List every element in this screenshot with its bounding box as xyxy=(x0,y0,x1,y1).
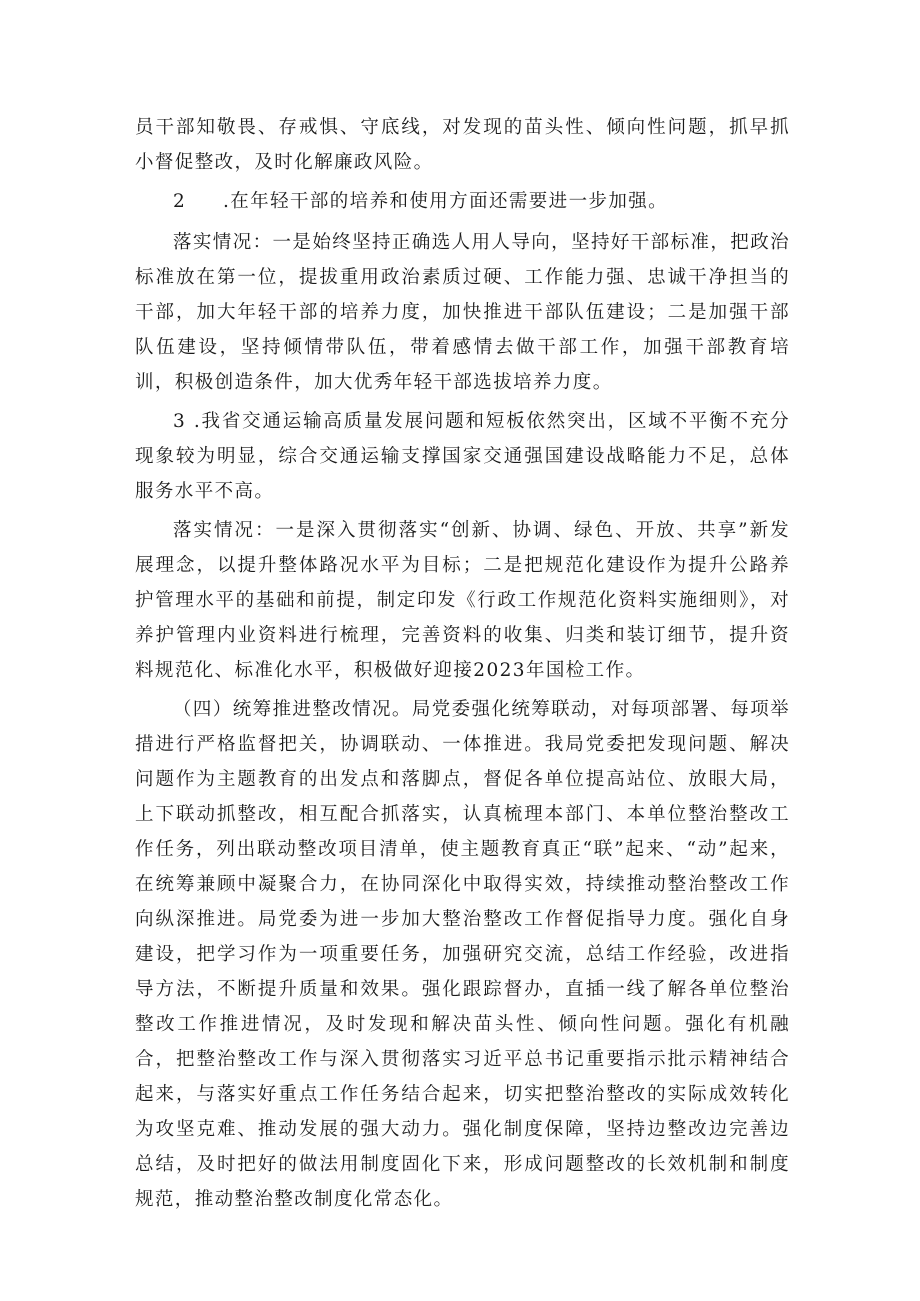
paragraph-implementation-1: 落实情况：一是始终坚持正确选人用人导向，坚持好干部标准，把政治标准放在第一位，提拔重用政治素质过硬、工作能力强、忠诚干净担当的干部，加大年轻干部的培养力度，加快推进干部队伍建设；二是加强干部队伍建设，坚持倾情带队伍，带着感情去做干部工作，加强干部教育培训，积极创造条件，加大优秀年轻干部选拔培养力度。 xyxy=(135,232,790,393)
item-text: .在年轻干部的培养和使用方面还需要进一步加强。 xyxy=(223,191,669,212)
document-page xyxy=(135,110,790,1217)
paragraph-section-four: （四）统筹推进整改情况。局党委强化统筹联动，对每项部署、每项举措进行严格监督把关，协调联动、一体推进。我局党委把发现问题、解决问题作为主题教育的出发点和落脚点，督促各单位提高站位、放眼大局，上下联动抓整改，相互配合抓落实，认真梳理本部门、本单位整治整改工作任务，列出联动整改项目清单，使主题教育真正“联”起来、“动”起来，在统筹兼顾中凝聚合力，在协同深化中取得实效，持续推动整治整改工作向纵深推进。局党委为进一步加大整治整改工作督促指导力度。强化自身建设，把学习作为一项重要任务，加强研究交流，总结工作经验，改进指导方法，不断提升质量和效果。强化跟踪督办，直插一线了解各单位整治整改工作推进情况，及时发现和解决苗头性、倾向性问题。强化有机融合，把整治整改工作与深入贯彻落实习近平总书记重要指示批示精神结合起来，与落实好重点工作任务结合起来，切实把整治整改的实际成效转化为攻坚克难、推动发展的强大动力。强化制度保障，坚持边整改边完善边总结，及时把好的做法用制度固化下来，形成问题整改的长效机制和制度规范，推动整治整改制度化常态化。 xyxy=(135,699,790,1210)
paragraph-continuation: 员干部知敬畏、存戒惧、守底线，对发现的苗头性、倾向性问题，抓早抓小督促整改，及时化解廉政风险。 xyxy=(135,117,790,173)
numbered-item-2 xyxy=(135,184,790,219)
numbered-item-3: 3 .我省交通运输高质量发展问题和短板依然突出，区域不平衡不充分现象较为明显，综合交通运输支撑国家交通强国建设战略能力不足，总体服务水平不高。 xyxy=(135,411,790,502)
item-number: 2 xyxy=(173,191,187,212)
paragraph-implementation-2: 落实情况：一是深入贯彻落实“创新、协调、绿色、开放、共享”新发展理念，以提升整体路况水平为目标；二是把规范化建设作为提升公路养护管理水平的基础和前提，制定印发《行政工作规范化资料实施细则》，对养护管理内业资料进行梳理，完善资料的收集、归类和装订细节，提升资料规范化、标准化水平，积极做好迎接2023年国检工作。 xyxy=(135,520,790,681)
